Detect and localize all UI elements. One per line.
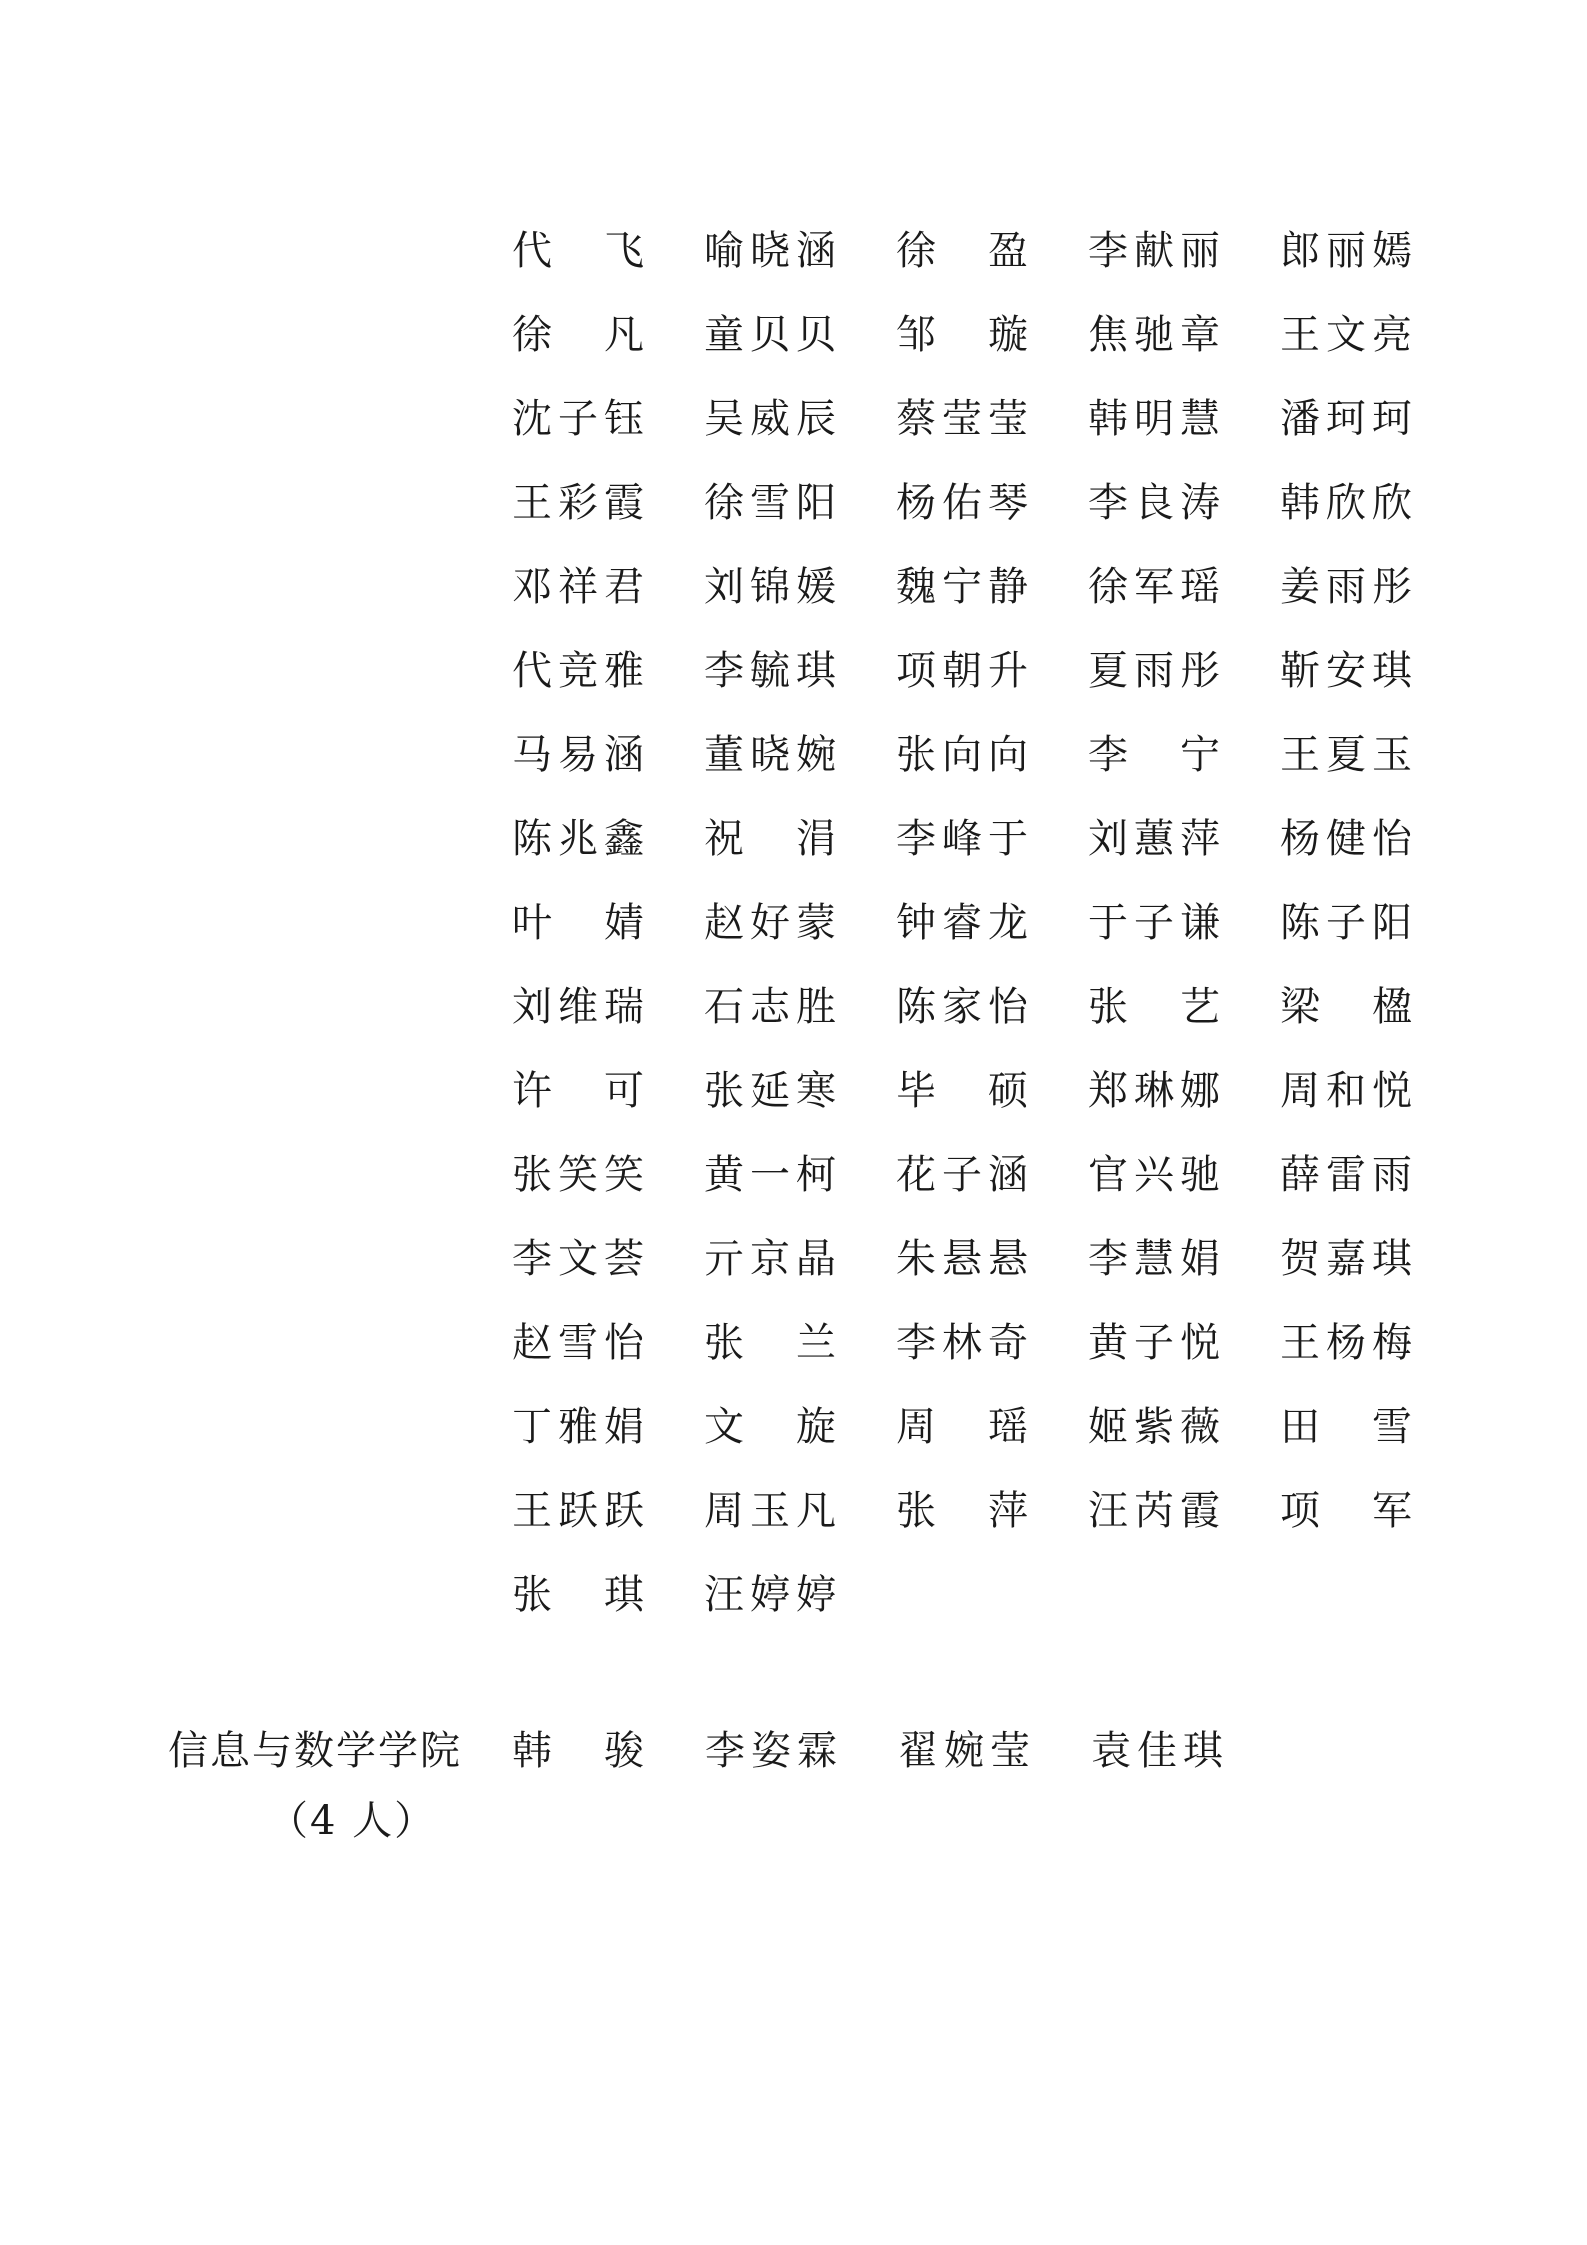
student-name: 田 雪: [1280, 1403, 1418, 1450]
name-row: [512, 625, 1472, 709]
student-name: 赵雪怡: [512, 1319, 650, 1366]
student-name: 李毓琪: [704, 647, 842, 694]
student-name: 陈子阳: [1280, 899, 1418, 946]
names-grid: [512, 205, 1472, 1633]
department-row: [168, 1705, 1468, 1789]
name-row: [512, 1465, 1472, 1549]
student-name: 靳安琪: [1280, 647, 1418, 694]
student-name: 郑琳娜: [1088, 1067, 1226, 1114]
student-name: 项朝升: [896, 647, 1034, 694]
student-name: 沈子钰: [512, 395, 650, 442]
student-name: 叶 婧: [512, 899, 650, 946]
student-name: 陈家怡: [896, 983, 1034, 1030]
student-name: 王杨梅: [1280, 1319, 1418, 1366]
student-name: 焦驰章: [1088, 311, 1226, 358]
student-name: 喻晓涵: [704, 227, 842, 274]
student-name: 张 琪: [512, 1571, 650, 1618]
student-name: [1280, 1549, 1472, 1633]
student-name: 徐军瑶: [1088, 563, 1226, 610]
student-name: 刘维瑞: [512, 983, 650, 1030]
student-name: 张延寒: [704, 1067, 842, 1114]
student-name: 薛雷雨: [1280, 1151, 1418, 1198]
student-name: 李良涛: [1088, 479, 1226, 526]
student-name: 丁雅娟: [512, 1403, 650, 1450]
student-name: [896, 1549, 1088, 1633]
student-name: 汪芮霞: [1088, 1487, 1226, 1534]
student-name: 亓京晶: [704, 1235, 842, 1282]
student-name: 王彩霞: [512, 479, 650, 526]
student-name: 周和悦: [1280, 1067, 1418, 1114]
student-name: [1088, 1549, 1280, 1633]
name-row: [512, 289, 1472, 373]
name-row: [512, 1129, 1472, 1213]
student-name: 姜雨彤: [1280, 563, 1418, 610]
student-name: 姬紫薇: [1088, 1403, 1226, 1450]
student-name: 郎丽嫣: [1280, 227, 1418, 274]
student-name: 黄子悦: [1088, 1319, 1226, 1366]
department-student-name: 韩 骏: [512, 1727, 650, 1774]
student-name: 邓祥君: [512, 563, 650, 610]
student-name: 马易涵: [512, 731, 650, 778]
student-name: 徐雪阳: [704, 479, 842, 526]
student-name: 周玉凡: [704, 1487, 842, 1534]
student-name: 张笑笑: [512, 1151, 650, 1198]
student-name: 李峰于: [896, 815, 1034, 862]
department-student-name: 翟婉莹: [898, 1727, 1036, 1774]
name-row: [512, 541, 1472, 625]
student-name: 韩欣欣: [1280, 479, 1418, 526]
name-row: [512, 457, 1472, 541]
department-count: （4 人）: [268, 1798, 437, 1844]
name-row: [512, 961, 1472, 1045]
department-student-name: 李姿霖: [705, 1727, 843, 1774]
student-name: 张 艺: [1088, 983, 1226, 1030]
student-name: 童贝贝: [704, 311, 842, 358]
department-block: [168, 1705, 1468, 1844]
student-name: 梁 楹: [1280, 983, 1418, 1030]
name-row: [512, 1381, 1472, 1465]
student-name: 赵好蒙: [704, 899, 842, 946]
student-name: 陈兆鑫: [512, 815, 650, 862]
department-label: 信息与数学学院: [168, 1727, 462, 1774]
student-name: 黄一柯: [704, 1151, 842, 1198]
student-name: 代 飞: [512, 227, 650, 274]
student-name: 刘锦媛: [704, 563, 842, 610]
student-name: 李文荟: [512, 1235, 650, 1282]
department-student-name: 袁佳琪: [1091, 1727, 1229, 1774]
student-name: 夏雨彤: [1088, 647, 1226, 694]
student-name: 杨佑琴: [896, 479, 1034, 526]
student-name: 徐 盈: [896, 227, 1034, 274]
student-name: 周 瑶: [896, 1403, 1034, 1450]
student-name: 于子谦: [1088, 899, 1226, 946]
student-name: 张 萍: [896, 1487, 1034, 1534]
student-name: 徐 凡: [512, 311, 650, 358]
student-name: 董晓婉: [704, 731, 842, 778]
student-name: 张向向: [896, 731, 1034, 778]
name-row: [512, 373, 1472, 457]
name-row: [512, 877, 1472, 961]
student-name: 王夏玉: [1280, 731, 1418, 778]
student-name: 王跃跃: [512, 1487, 650, 1534]
student-name: 杨健怡: [1280, 815, 1418, 862]
student-name: 许 可: [512, 1067, 650, 1114]
student-name: 毕 硕: [896, 1067, 1034, 1114]
student-name: 李慧娟: [1088, 1235, 1226, 1282]
name-row: [512, 1297, 1472, 1381]
name-row: [512, 793, 1472, 877]
student-name: 魏宁静: [896, 563, 1034, 610]
student-name: 文 旋: [704, 1403, 842, 1450]
name-row: [512, 1549, 1472, 1633]
student-name: 祝 涓: [704, 815, 842, 862]
name-row: [512, 709, 1472, 793]
student-name: 朱悬悬: [896, 1235, 1034, 1282]
student-name: 王文亮: [1280, 311, 1418, 358]
student-name: 邹 璇: [896, 311, 1034, 358]
student-name: 钟睿龙: [896, 899, 1034, 946]
name-row: [512, 205, 1472, 289]
student-name: 汪婷婷: [704, 1571, 842, 1618]
student-name: 官兴驰: [1088, 1151, 1226, 1198]
student-name: 刘蕙萍: [1088, 815, 1226, 862]
student-name: 花子涵: [896, 1151, 1034, 1198]
student-name: 蔡莹莹: [896, 395, 1034, 442]
name-row: [512, 1213, 1472, 1297]
student-name: 石志胜: [704, 983, 842, 1030]
student-name: 吴威辰: [704, 395, 842, 442]
student-name: 李 宁: [1088, 731, 1226, 778]
student-name: 李林奇: [896, 1319, 1034, 1366]
name-row: [512, 1045, 1472, 1129]
student-name: 张 兰: [704, 1319, 842, 1366]
student-name: 李献丽: [1088, 227, 1226, 274]
student-name: 代竞雅: [512, 647, 650, 694]
student-name: 潘珂珂: [1280, 395, 1418, 442]
student-name: 韩明慧: [1088, 395, 1226, 442]
student-name: 项 军: [1280, 1487, 1418, 1534]
student-name: 贺嘉琪: [1280, 1235, 1418, 1282]
